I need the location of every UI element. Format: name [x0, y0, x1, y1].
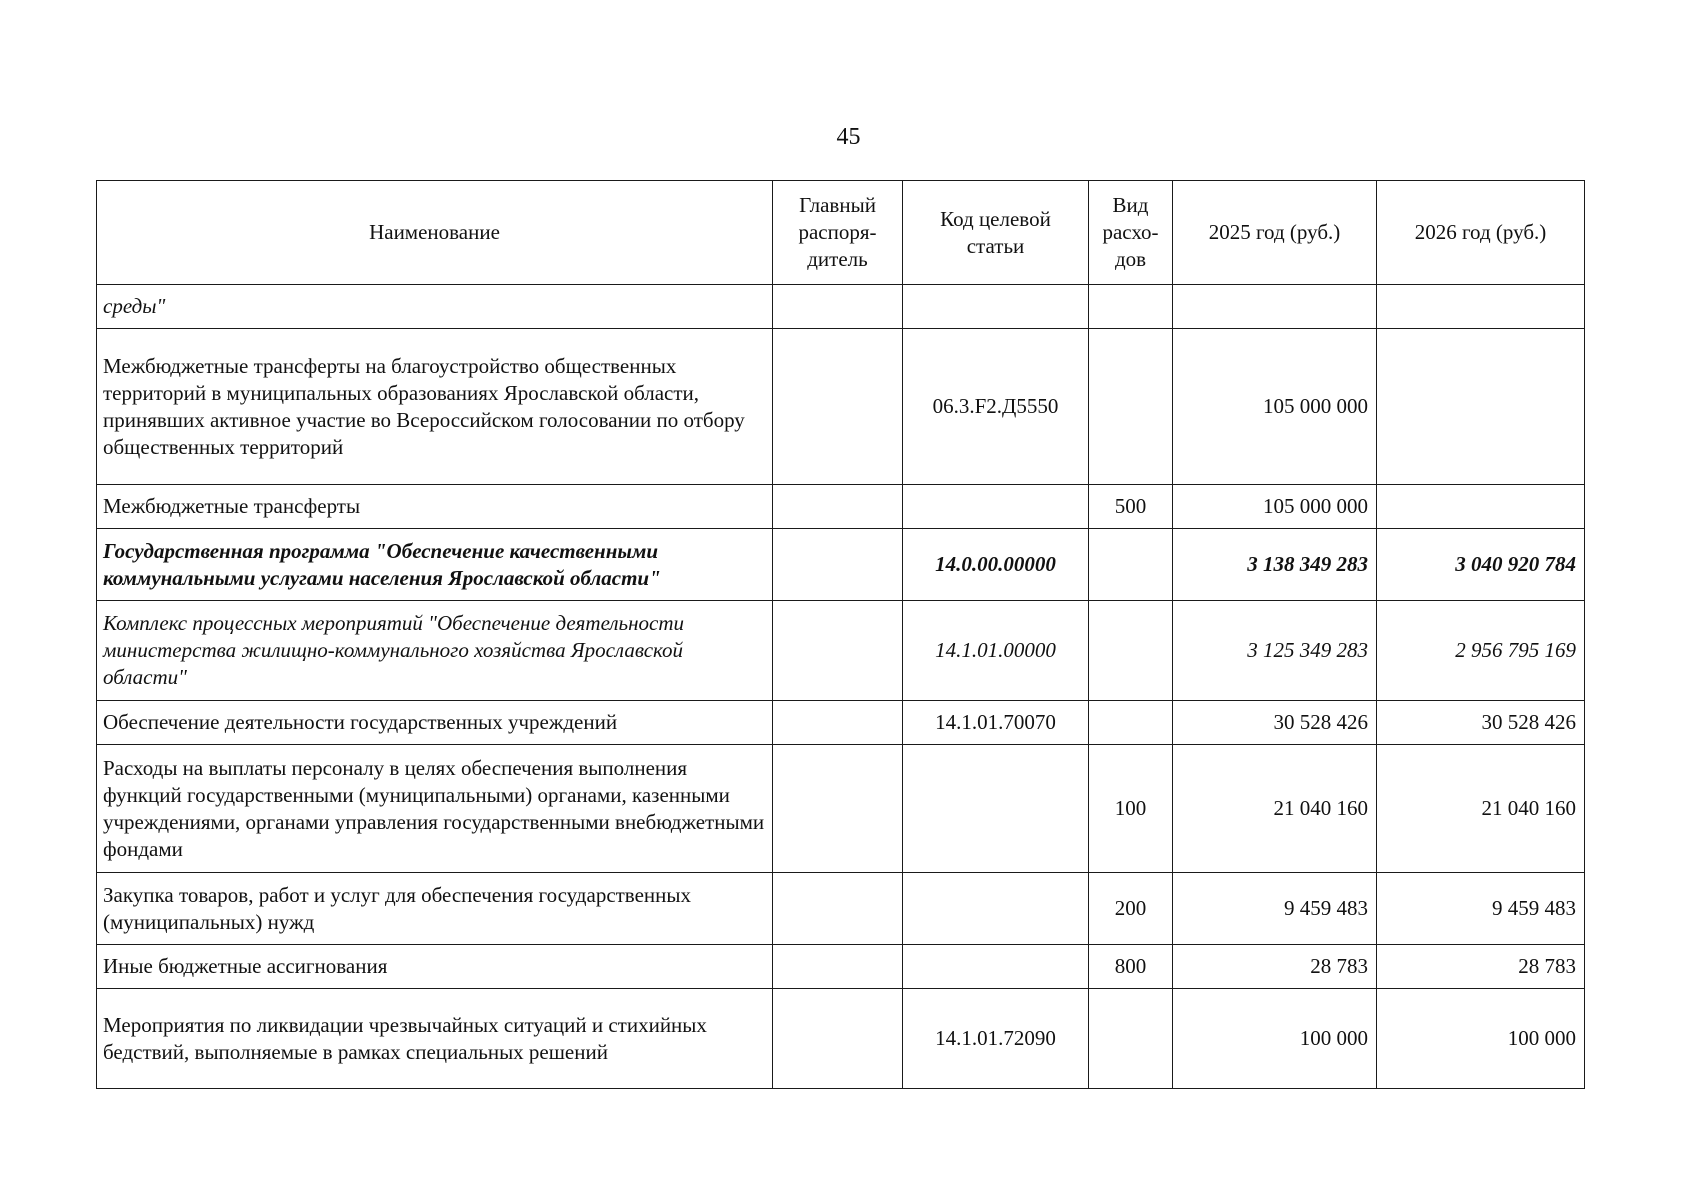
table-row — [97, 945, 1585, 989]
row-code: 14.0.00.00000 — [903, 529, 1089, 601]
row-code — [903, 873, 1089, 945]
row-admin — [773, 601, 903, 701]
table-row — [97, 701, 1585, 745]
row-name: среды" — [97, 285, 773, 329]
table-row — [97, 745, 1585, 873]
row-admin — [773, 701, 903, 745]
header-code: Код целевой статьи — [903, 181, 1089, 285]
row-code: 14.1.01.00000 — [903, 601, 1089, 701]
row-name: Иные бюджетные ассигнования — [97, 945, 773, 989]
row-name: Межбюджетные трансферты — [97, 485, 773, 529]
row-year-2025: 9 459 483 — [1173, 873, 1377, 945]
row-year-2025: 30 528 426 — [1173, 701, 1377, 745]
row-name: Мероприятия по ликвидации чрезвычайных ситуаций и стихийных бедствий, выполняемые в рамках специальных решений — [97, 989, 773, 1089]
row-year-2025: 3 125 349 283 — [1173, 601, 1377, 701]
row-year-2026: 100 000 — [1377, 989, 1585, 1089]
row-kind — [1089, 529, 1173, 601]
row-code: 14.1.01.70070 — [903, 701, 1089, 745]
row-code: 14.1.01.72090 — [903, 989, 1089, 1089]
row-kind: 100 — [1089, 745, 1173, 873]
row-name: Государственная программа "Обеспечение качественными коммунальными услугами населения Ярославской области" — [97, 529, 773, 601]
row-code: 06.3.F2.Д5550 — [903, 329, 1089, 485]
table-header-row — [97, 181, 1585, 285]
row-admin — [773, 745, 903, 873]
row-admin — [773, 529, 903, 601]
row-year-2026 — [1377, 329, 1585, 485]
table-row — [97, 873, 1585, 945]
row-name: Обеспечение деятельности государственных учреждений — [97, 701, 773, 745]
row-year-2025 — [1173, 285, 1377, 329]
row-year-2026: 30 528 426 — [1377, 701, 1585, 745]
row-code — [903, 745, 1089, 873]
row-code — [903, 945, 1089, 989]
row-name: Межбюджетные трансферты на благоустройство общественных территорий в муниципальных образованиях Ярославской области, принявших активное участие во Всероссийском голосовании по отбору общественных территорий — [97, 329, 773, 485]
row-year-2025: 28 783 — [1173, 945, 1377, 989]
row-admin — [773, 873, 903, 945]
row-code — [903, 485, 1089, 529]
header-admin: Главный распоря-дитель — [773, 181, 903, 285]
table-row — [97, 485, 1585, 529]
row-admin — [773, 485, 903, 529]
row-kind — [1089, 329, 1173, 485]
row-name: Закупка товаров, работ и услуг для обеспечения государственных (муниципальных) нужд — [97, 873, 773, 945]
row-year-2025: 21 040 160 — [1173, 745, 1377, 873]
row-year-2026: 21 040 160 — [1377, 745, 1585, 873]
row-year-2026 — [1377, 285, 1585, 329]
row-kind: 800 — [1089, 945, 1173, 989]
row-kind — [1089, 701, 1173, 745]
row-code — [903, 285, 1089, 329]
table-row — [97, 989, 1585, 1089]
table-row — [97, 601, 1585, 701]
row-year-2026: 28 783 — [1377, 945, 1585, 989]
header-name: Наименование — [97, 181, 773, 285]
row-kind: 200 — [1089, 873, 1173, 945]
table-row — [97, 529, 1585, 601]
table-row — [97, 329, 1585, 485]
row-admin — [773, 285, 903, 329]
row-kind — [1089, 601, 1173, 701]
row-year-2025: 100 000 — [1173, 989, 1377, 1089]
page-number: 45 — [836, 124, 861, 150]
row-kind — [1089, 989, 1173, 1089]
row-kind: 500 — [1089, 485, 1173, 529]
row-year-2026: 2 956 795 169 — [1377, 601, 1585, 701]
row-year-2025: 105 000 000 — [1173, 485, 1377, 529]
row-year-2025: 3 138 349 283 — [1173, 529, 1377, 601]
row-name: Комплекс процессных мероприятий "Обеспечение деятельности министерства жилищно-коммунального хозяйства Ярославской области" — [97, 601, 773, 701]
header-year-2025: 2025 год (руб.) — [1173, 181, 1377, 285]
row-name: Расходы на выплаты персоналу в целях обеспечения выполнения функций государственными (муниципальными) органами, казенными учреждениями, органами управления государственными внебюджетными фондами — [97, 745, 773, 873]
row-year-2026: 9 459 483 — [1377, 873, 1585, 945]
row-year-2026 — [1377, 485, 1585, 529]
row-admin — [773, 329, 903, 485]
row-kind — [1089, 285, 1173, 329]
row-year-2025: 105 000 000 — [1173, 329, 1377, 485]
budget-table — [96, 180, 1585, 1089]
row-admin — [773, 945, 903, 989]
header-kind: Вид расхо-дов — [1089, 181, 1173, 285]
row-year-2026: 3 040 920 784 — [1377, 529, 1585, 601]
table-row — [97, 285, 1585, 329]
row-admin — [773, 989, 903, 1089]
header-year-2026: 2026 год (руб.) — [1377, 181, 1585, 285]
